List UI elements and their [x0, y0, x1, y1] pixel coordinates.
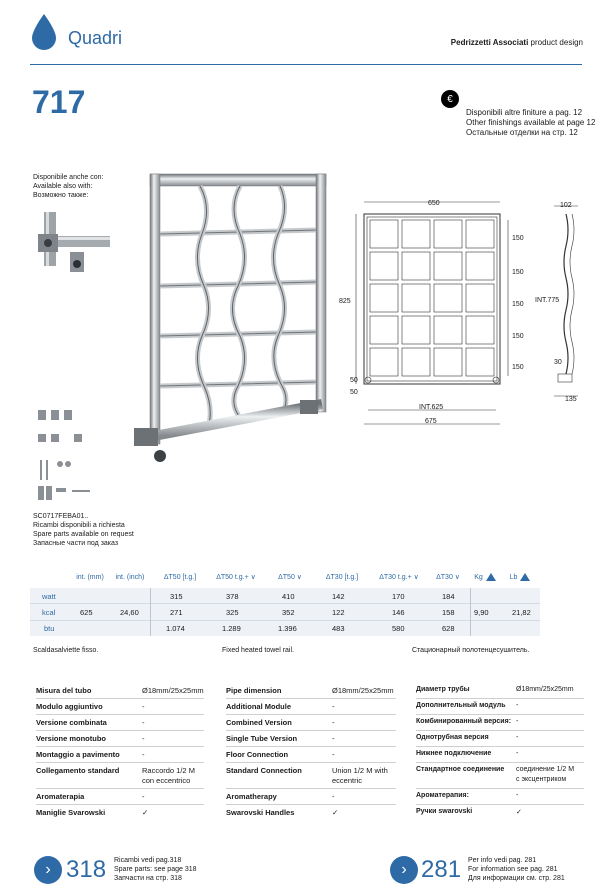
- spec-key: Additional Module: [226, 702, 291, 711]
- footer-left-page[interactable]: 318: [66, 856, 107, 883]
- arrow-right-icon[interactable]: ›: [34, 856, 62, 884]
- also-ru: Возможно также:: [33, 192, 89, 199]
- cell: 1.074: [166, 624, 185, 633]
- dim-bottom-50b: 50: [350, 389, 358, 396]
- row-label-kcal: kcal: [42, 608, 56, 617]
- drop-icon: [30, 12, 58, 57]
- footer-right-it: Per info vedi pag. 281: [468, 857, 537, 864]
- spec-key: Нижнее подключение: [416, 750, 492, 757]
- spare-ru: Запасные части под заказ: [33, 540, 119, 547]
- dim-spacing-1: 150: [512, 235, 524, 242]
- spec-value: ✓: [332, 808, 339, 817]
- euro-icon: €: [441, 90, 459, 108]
- cell: 483: [332, 624, 345, 633]
- spec-value: -: [332, 718, 335, 727]
- footer-left-ru: Запчасти на стр. 318: [114, 875, 182, 882]
- spec-value: -: [516, 702, 519, 709]
- cell: 158: [442, 608, 455, 617]
- dim-width-675: 675: [425, 418, 437, 425]
- spec-key: Modulo aggiuntivo: [36, 702, 103, 711]
- footer-left-en: Spare parts: see page 318: [114, 866, 197, 873]
- finishes-en: Other finishings available at page 12: [466, 118, 596, 127]
- cell: 1.396: [278, 624, 297, 633]
- spec-key: Misura del tubo: [36, 686, 92, 695]
- spec-value: -: [142, 718, 145, 727]
- finishes-it: Disponibili altre finiture a pag. 12: [466, 108, 583, 117]
- cell: 122: [332, 608, 345, 617]
- spec-value: -: [332, 702, 335, 711]
- spec-value-2: eccentric: [332, 776, 363, 785]
- cell: 142: [332, 592, 345, 601]
- cell: 352: [282, 608, 295, 617]
- cell: 170: [392, 592, 405, 601]
- spec-key: Однотрубная версия: [416, 734, 489, 741]
- connector-detail-image: [30, 208, 110, 283]
- cell: 1.289: [222, 624, 241, 633]
- spec-table-it: [36, 686, 204, 826]
- also-it: Disponibile anche con:: [33, 174, 104, 181]
- cell: 410: [282, 592, 295, 601]
- lb-label: Lb: [509, 573, 518, 581]
- spec-key: Combined Version: [226, 718, 292, 727]
- spec-value: Ø18mm/25x25mm: [516, 686, 574, 693]
- spec-value-2: con eccentrico: [142, 776, 191, 785]
- cell: 271: [170, 608, 183, 617]
- finishes-ru: Остальные отделки на стр. 12: [466, 128, 578, 137]
- spec-key: Swarovski Handles: [226, 808, 295, 817]
- footer-right-ru: Для информации см. стр. 281: [468, 875, 565, 882]
- spec-value: -: [516, 718, 519, 725]
- col-int-mm: int. (mm): [76, 573, 104, 581]
- spec-value: -: [516, 750, 519, 757]
- description-en: Fixed heated towel rail.: [222, 647, 294, 654]
- spec-value: -: [516, 734, 519, 741]
- spec-value: Ø18mm/25x25mm: [332, 686, 394, 695]
- cell: 378: [226, 592, 239, 601]
- col-int-inch: int. (inch): [115, 573, 145, 581]
- cell: 580: [392, 624, 405, 633]
- spec-key: Дополнительный модуль: [416, 702, 506, 709]
- dim-spacing-2: 150: [512, 269, 524, 276]
- footer-right-en: For information see pag. 281: [468, 866, 558, 873]
- designer-credit: [451, 38, 583, 47]
- spare-it: Ricambi disponibili a richiesta: [33, 522, 125, 529]
- cell: 184: [442, 592, 455, 601]
- lb-value: 21,82: [512, 608, 531, 617]
- weight-icon: [520, 573, 530, 581]
- finishes-note: [466, 108, 595, 138]
- spec-value: ✓: [516, 809, 522, 816]
- col-dt30-v: ΔT30 ∨: [436, 574, 460, 581]
- spec-value: -: [332, 792, 335, 801]
- dim-spacing-3: 150: [512, 301, 524, 308]
- int-mm-value: 625: [80, 608, 93, 617]
- also-en: Available also with:: [33, 183, 93, 190]
- spec-value: -: [332, 734, 335, 743]
- spec-key: Standard Connection: [226, 766, 302, 775]
- dim-side-135: 135: [565, 396, 577, 403]
- kg-label: Kg: [474, 573, 483, 581]
- spec-key: Collegamento standard: [36, 766, 120, 775]
- spec-key: Single Tube Version: [226, 734, 298, 743]
- col-lb: [502, 568, 538, 586]
- dim-height-825: 825: [339, 298, 351, 305]
- spec-value: ✓: [142, 808, 149, 817]
- spec-key: Aromatherapy: [226, 792, 277, 801]
- spare-parts-image: [32, 406, 92, 515]
- spare-en: Spare parts available on request: [33, 531, 134, 538]
- col-dt30-tg: ΔT30 [t.g.]: [325, 573, 359, 581]
- arrow-right-icon[interactable]: ›: [390, 856, 418, 884]
- footer-left-it: Ricambi vedi pag.318: [114, 857, 182, 864]
- product-photo: [130, 168, 330, 473]
- row-label-btu: btu: [44, 624, 55, 633]
- spec-table-en: [226, 686, 396, 826]
- cell: 325: [226, 608, 239, 617]
- dim-int-775: INT.775: [535, 297, 560, 304]
- cell: 628: [442, 624, 455, 633]
- spare-code: SC0717FEBA01..: [33, 513, 89, 520]
- col-kg: [468, 568, 502, 586]
- dim-spacing-4: 150: [512, 333, 524, 340]
- spec-key: Ароматерапия:: [416, 792, 469, 799]
- row-label-watt: watt: [42, 592, 56, 601]
- footer-right-page[interactable]: 281: [421, 856, 462, 883]
- spec-value: соединение 1/2 M: [516, 766, 575, 773]
- spec-key: Maniglie Svarowski: [36, 808, 106, 817]
- footer-right-note: [468, 856, 565, 883]
- int-inch-value: 24,60: [120, 608, 139, 617]
- spec-key: Комбинированный версия:: [416, 718, 512, 725]
- spec-value: -: [142, 702, 145, 711]
- spec-table-ru: [416, 686, 584, 826]
- spec-key: Versione monotubo: [36, 734, 107, 743]
- spec-value: -: [516, 792, 519, 799]
- spec-value: -: [332, 750, 335, 759]
- model-code: 717: [32, 84, 86, 120]
- spec-value: Union 1/2 M with: [332, 766, 388, 775]
- weight-icon: [486, 573, 496, 581]
- description-it: Scaldasalviette fisso.: [33, 647, 99, 654]
- spec-key: Pipe dimension: [226, 686, 282, 695]
- designer-suffix: product design: [528, 38, 583, 47]
- col-dt30-tgplus: ΔT30 t.g.+ ∨: [379, 574, 419, 581]
- col-dt50-v: ΔT50 ∨: [278, 574, 302, 581]
- spec-value: -: [142, 750, 145, 759]
- cell: 146: [392, 608, 405, 617]
- brand-name: Quadri: [68, 28, 123, 48]
- also-available: [33, 173, 103, 200]
- kg-value: 9,90: [474, 608, 489, 617]
- dim-depth-102: 102: [560, 202, 572, 209]
- spec-key: Floor Connection: [226, 750, 289, 759]
- spec-key: Стандартное соединение: [416, 766, 505, 773]
- cell: 315: [170, 592, 183, 601]
- spec-value: Raccordo 1/2 M: [142, 766, 195, 775]
- spec-value: -: [142, 734, 145, 743]
- spec-value-2: с эксцентриком: [516, 776, 567, 783]
- dim-spacing-5: 150: [512, 364, 524, 371]
- spec-key: Ручки swarovski: [416, 808, 473, 815]
- header-divider: [30, 64, 582, 65]
- col-dt50-tg: ΔT50 [t.g.]: [163, 573, 197, 581]
- front-technical-drawing: [340, 196, 520, 437]
- col-dt50-tgplus: ΔT50 t.g.+ ∨: [216, 574, 256, 581]
- footer-left-note: [114, 856, 197, 883]
- dim-width-650: 650: [428, 200, 440, 207]
- spec-value: -: [142, 792, 145, 801]
- spec-key: Versione combinata: [36, 718, 107, 727]
- spec-key: Montaggio a pavimento: [36, 750, 120, 759]
- spec-key: Диаметр трубы: [416, 686, 470, 693]
- spare-parts-note: [33, 512, 134, 548]
- spec-key: Aromaterapia: [36, 792, 85, 801]
- spec-value: Ø18mm/25x25mm: [142, 686, 204, 695]
- dim-bottom-50a: 50: [350, 377, 358, 384]
- dim-int-625: INT.625: [419, 404, 444, 411]
- description-ru: Стационарный полотенцесушитель.: [412, 647, 530, 654]
- dim-side-30: 30: [554, 359, 562, 366]
- designer-name: Pedrizzetti Associati: [450, 38, 529, 47]
